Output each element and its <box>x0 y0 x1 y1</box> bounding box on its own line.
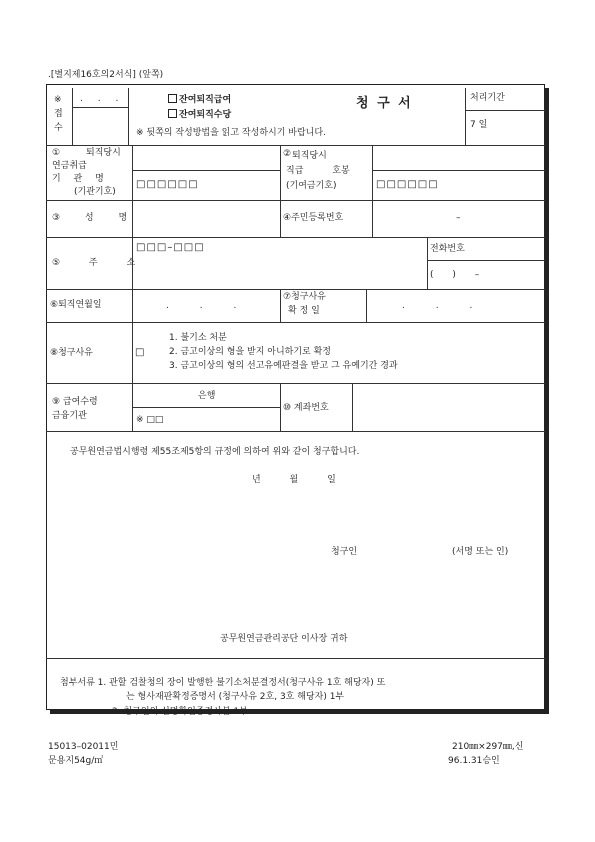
field-2-label-b: 직급 호봉 <box>286 166 350 176</box>
receipt-label-1: 접 <box>54 109 63 119</box>
option-retirement-allowance[interactable]: 잔여퇴직수당 <box>168 109 231 120</box>
bank-label-1: ⑨ 급여수령 <box>52 397 98 407</box>
instruction-text: ※ 뒷쪽의 작성방법을 읽고 작성하시기 바랍니다. <box>136 128 326 138</box>
receipt-date: . . . <box>80 94 125 104</box>
retirement-date-label: ⑥퇴직연월일 <box>50 300 102 310</box>
field-1-label-c: 기 관 명 <box>52 174 104 184</box>
claim-confirm-label-a: ⑦청구사유 <box>283 292 326 302</box>
institution-code-boxes[interactable]: □□□□□□ <box>136 179 199 190</box>
checkbox-icon[interactable] <box>168 109 177 118</box>
field-2-label-c: (기여금기호) <box>286 181 337 191</box>
recipient-text: 공무원연금관리공단 이사장 귀하 <box>220 634 348 644</box>
claim-reason-2: 2. 금고이상의 형을 받지 아니하기로 확정 <box>169 347 331 357</box>
date-line[interactable]: 년 월 일 <box>252 475 336 485</box>
paper-size: 210㎜×297㎜,신 <box>452 742 524 752</box>
bank-label-2: 금융기관 <box>52 411 87 421</box>
attachment-line-2: 는 형사재판확정증명서 (청구사유 2호, 3호 해당자) 1부 <box>126 692 345 702</box>
field-2-number: ② <box>283 149 292 159</box>
signature-label[interactable]: (서명 또는 인) <box>452 547 509 557</box>
field-1-label-d: (기관기호) <box>74 187 116 197</box>
paper-spec: 문용지54g/㎡ <box>48 756 104 766</box>
form-reference: .[별지제16호의2서식] (앞쪽) <box>48 70 164 80</box>
account-number-label: ⑩ 계좌번호 <box>283 403 329 413</box>
attachment-line-3: 2. 청구인의 실명확인증정사본 1부 <box>112 707 248 717</box>
name-field[interactable] <box>134 202 278 235</box>
phone-field[interactable]: ( ) – <box>430 270 480 280</box>
claimant-label: 청구인 <box>331 547 358 557</box>
checkbox-icon[interactable] <box>168 94 177 103</box>
form-code: 15013–02011민 <box>48 742 119 752</box>
claim-confirm-date-field[interactable]: . . . <box>402 301 473 311</box>
postal-code-boxes[interactable]: □□□–□□□ <box>136 242 205 253</box>
claim-reason-checkbox[interactable]: □ <box>135 347 145 358</box>
rrn-field[interactable]: – <box>456 213 461 223</box>
name-label: ③ 성 명 <box>52 213 128 223</box>
form-title: 청 구 서 <box>356 96 413 111</box>
claim-reason-label: ⑧청구사유 <box>50 348 93 358</box>
receipt-label-2: 수 <box>54 123 63 133</box>
account-number-field[interactable] <box>354 385 543 429</box>
process-period-label: 처리기간 <box>470 93 505 103</box>
claim-reason-3: 3. 금고이상의 형의 선고유예판결을 받고 그 유예기간 경과 <box>169 361 398 371</box>
bank-code-field[interactable]: ※ □□ <box>136 415 164 425</box>
claim-confirm-label-b: 확 정 일 <box>288 306 320 316</box>
option-retirement-benefit[interactable]: 잔여퇴직급여 <box>168 94 231 105</box>
address-label: ⑤ 주 소 <box>52 258 136 268</box>
field-2-label-a: 퇴직당시 <box>292 151 327 161</box>
phone-label: 전화번호 <box>430 244 465 254</box>
approval-date: 96.1.31승인 <box>448 756 500 766</box>
retirement-date-field[interactable]: . . . <box>166 301 237 311</box>
contribution-code-boxes[interactable]: □□□□□□ <box>376 179 439 190</box>
field-1-number: ① <box>52 148 61 158</box>
field-1-label-a: 퇴직당시 <box>86 148 121 158</box>
claim-reason-1: 1. 불기소 처분 <box>169 333 227 343</box>
field-1-label-b: 연금취급 <box>52 161 87 171</box>
receipt-mark: ※ <box>54 95 62 105</box>
rrn-label: ④주민등록번호 <box>283 213 344 223</box>
declaration-text: 공무원연금법시행령 제55조제5항의 규정에 의하여 위와 같이 청구합니다. <box>70 447 360 457</box>
process-period-value: 7 일 <box>470 120 488 130</box>
attachment-line-1: 첨부서류 1. 관할 검찰청의 장이 발행한 불기소처분결정서(청구사유 1호 해당자) 또 <box>60 678 386 688</box>
bank-name-field[interactable]: 은행 <box>198 391 216 401</box>
